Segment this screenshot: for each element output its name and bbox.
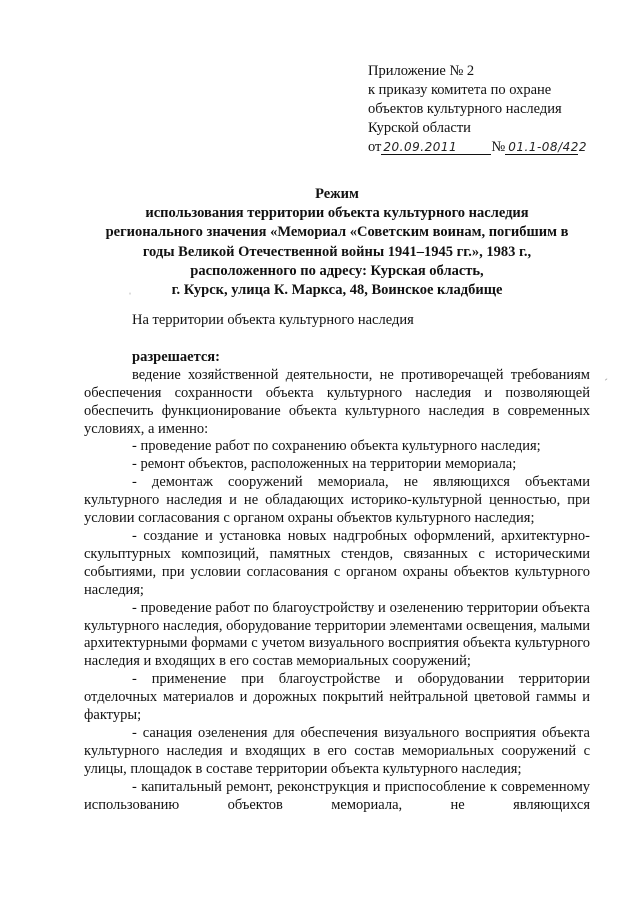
date-prefix: от	[368, 139, 382, 155]
scan-speck: ˈ	[128, 290, 132, 304]
body-paragraph: - капитальный ремонт, реконструкция и приспособление к современному использованию объектов мемориала, не являющихся	[84, 778, 590, 813]
date-number-line	[368, 138, 588, 157]
committee-name: объектов культурного наследия	[368, 101, 562, 117]
body-paragraph: - применение при благоустройстве и оборудовании территории отделочных материалов и дорожных покрытий нейтральной цветовой гаммы и фактуры;	[84, 671, 590, 724]
document-body	[84, 312, 590, 814]
appendix-header	[368, 62, 588, 157]
title-line: годы Великой Отечественной войны 1941–1945 гг.», 1983 г.,	[142, 243, 532, 260]
scan-speck: ˊ	[604, 376, 608, 390]
number-prefix: №	[491, 139, 506, 155]
body-paragraph: - ремонт объектов, расположенных на территории мемориала;	[132, 456, 517, 473]
region-name: Курской области	[368, 120, 471, 136]
handwritten-date: 20.09.2011	[381, 140, 491, 155]
allowed-label: разрешается:	[132, 348, 220, 365]
title-line: расположенного по адресу: Курская область,	[190, 262, 484, 279]
intro-sentence: На территории объекта культурного наследия	[132, 312, 414, 328]
handwritten-number: 01.1-08/422	[505, 140, 578, 155]
body-paragraph: - создание и установка новых надгробных оформлений, архитектурно-скульптурных композиций, памятных стендов, связанных с историческими событиями, при условии согласования с органом охраны объектов культурного наследия;	[84, 527, 590, 598]
document-title	[84, 185, 590, 300]
body-paragraph: ведение хозяйственной деятельности, не противоречащей требованиям обеспечения сохранности объекта культурного наследия и позволяющей обеспечить функционирование объекта культурного наследия в современных условиях, а именно:	[84, 366, 590, 437]
title-line: использования территории объекта культурного наследия	[145, 205, 529, 222]
order-reference: к приказу комитета по охране	[368, 82, 552, 98]
body-paragraph: - демонтаж сооружений мемориала, не являющихся объектами культурного наследия и не обладающих историко-культурной ценностью, при условии согласования с органом охраны объектов культурного наследия;	[84, 474, 590, 527]
title-line: г. Курск, улица К. Маркса, 48, Воинское кладбище	[171, 282, 503, 299]
body-paragraph: - санация озеленения для обеспечения визуального восприятия объекта культурного наследия и входящих в его состав мемориальных сооружений с улицы, площадок в составе территории объекта культурного наследия;	[84, 724, 590, 777]
appendix-number: Приложение № 2	[368, 63, 475, 79]
body-paragraph: - проведение работ по сохранению объекта культурного наследия;	[132, 438, 541, 455]
title-line: Режим	[315, 186, 359, 202]
body-paragraph: - проведение работ по благоустройству и озеленению территории объекта культурного наследия, оборудование территории элементами освещения, малыми архитектурными формами с учетом визуального восприятия объекта культурного наследия и входящих в его состав мемориальных сооружений;	[84, 599, 590, 670]
title-line: регионального значения «Мемориал «Советским воинам, погибшим в	[105, 224, 569, 241]
